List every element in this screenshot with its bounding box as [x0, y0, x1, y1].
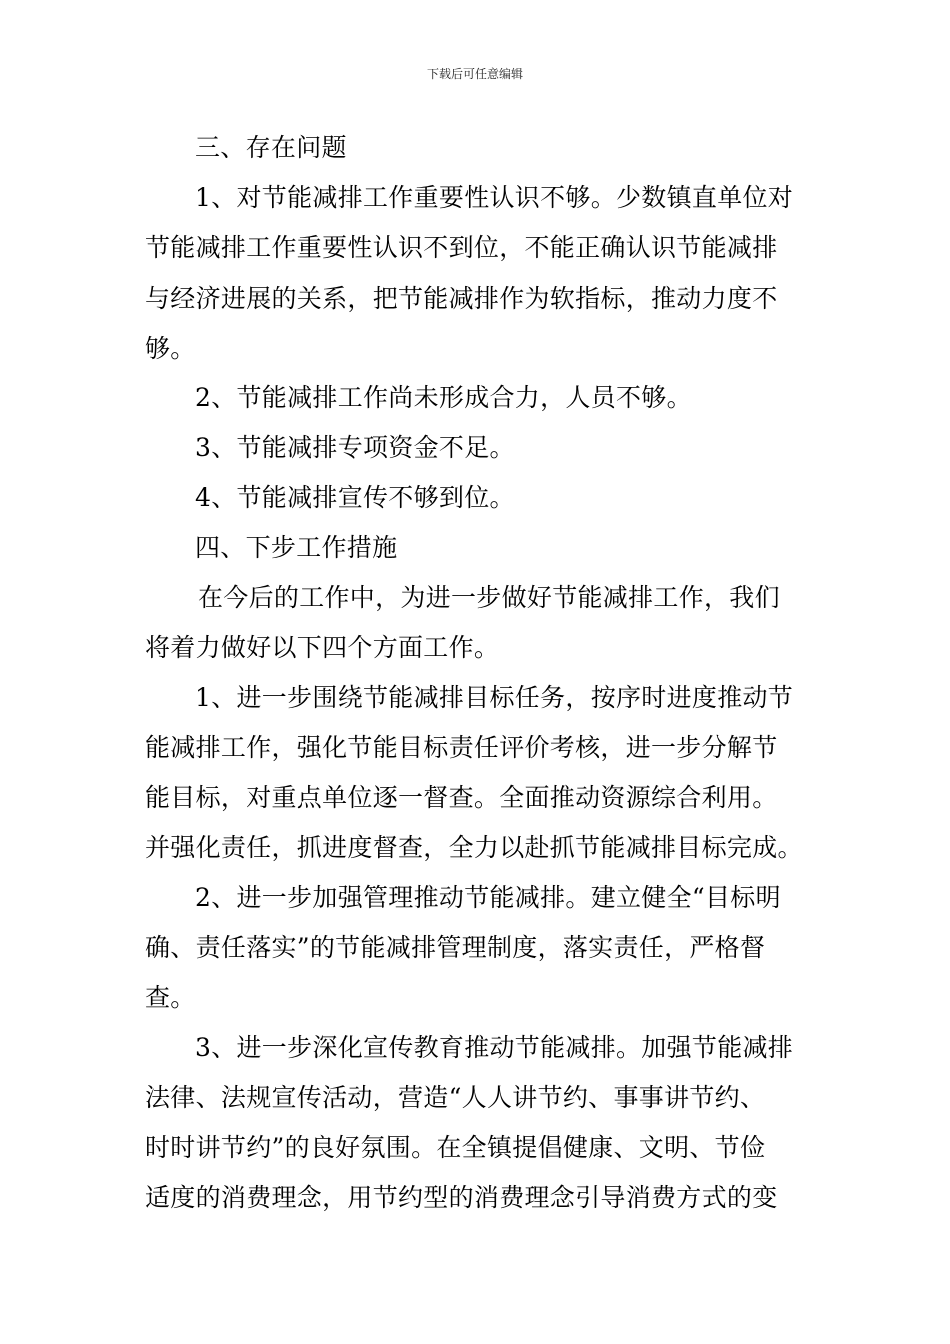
paragraph-line: 1、对节能减排工作重要性认识不够。少数镇直单位对 — [195, 183, 794, 212]
paragraph-line: 1、进一步围绕节能减排目标任务，按序时进度推动节 — [195, 683, 794, 712]
paragraph-line: 2、进一步加强管理推动节能减排。建立健全“目标明 — [195, 883, 781, 912]
paragraph-line: 节能减排工作重要性认识不到位，不能正确认识节能减排 — [145, 233, 778, 262]
paragraph-line: 时时讲节约”的良好氛围。在全镇提倡健康、文明、节俭 — [145, 1133, 766, 1162]
section-heading-measures: 四、下步工作措施 — [195, 533, 398, 562]
page-header-note: 下载后可任意编辑 — [426, 67, 523, 81]
paragraph-line: 3、进一步深化宣传教育推动节能减排。加强节能减排 — [195, 1033, 794, 1062]
paragraph-line: 2、节能减排工作尚未形成合力，人员不够。 — [195, 383, 692, 412]
section-heading-problems: 三、存在问题 — [195, 133, 347, 162]
paragraph-line: 法律、法规宣传活动，营造“人人讲节约、事事讲节约、 — [145, 1083, 766, 1112]
paragraph-line: 4、节能减排宣传不够到位。 — [195, 483, 515, 512]
paragraph-line: 够。 — [145, 334, 196, 363]
paragraph-line: 适度的消费理念，用节约型的消费理念引导消费方式的变 — [145, 1183, 778, 1212]
paragraph-line: 确、责任落实”的节能减排管理制度，落实责任，严格督 — [145, 933, 766, 962]
paragraph-line: 将着力做好以下四个方面工作。 — [145, 633, 500, 662]
paragraph-line: 能减排工作，强化节能目标责任评价考核，进一步分解节 — [145, 733, 778, 762]
paragraph-line: 能目标，对重点单位逐一督查。全面推动资源综合利用。 — [145, 783, 778, 812]
paragraph-line: 并强化责任，抓进度督查，全力以赴抓节能减排目标完成。 — [145, 833, 803, 862]
paragraph-line: 与经济进展的关系，把节能减排作为软指标，推动力度不 — [145, 284, 778, 313]
paragraph-line: 查。 — [145, 983, 196, 1012]
paragraph-line: 3、节能减排专项资金不足。 — [195, 433, 515, 462]
paragraph-line: 在今后的工作中，为进一步做好节能减排工作，我们 — [198, 583, 780, 612]
